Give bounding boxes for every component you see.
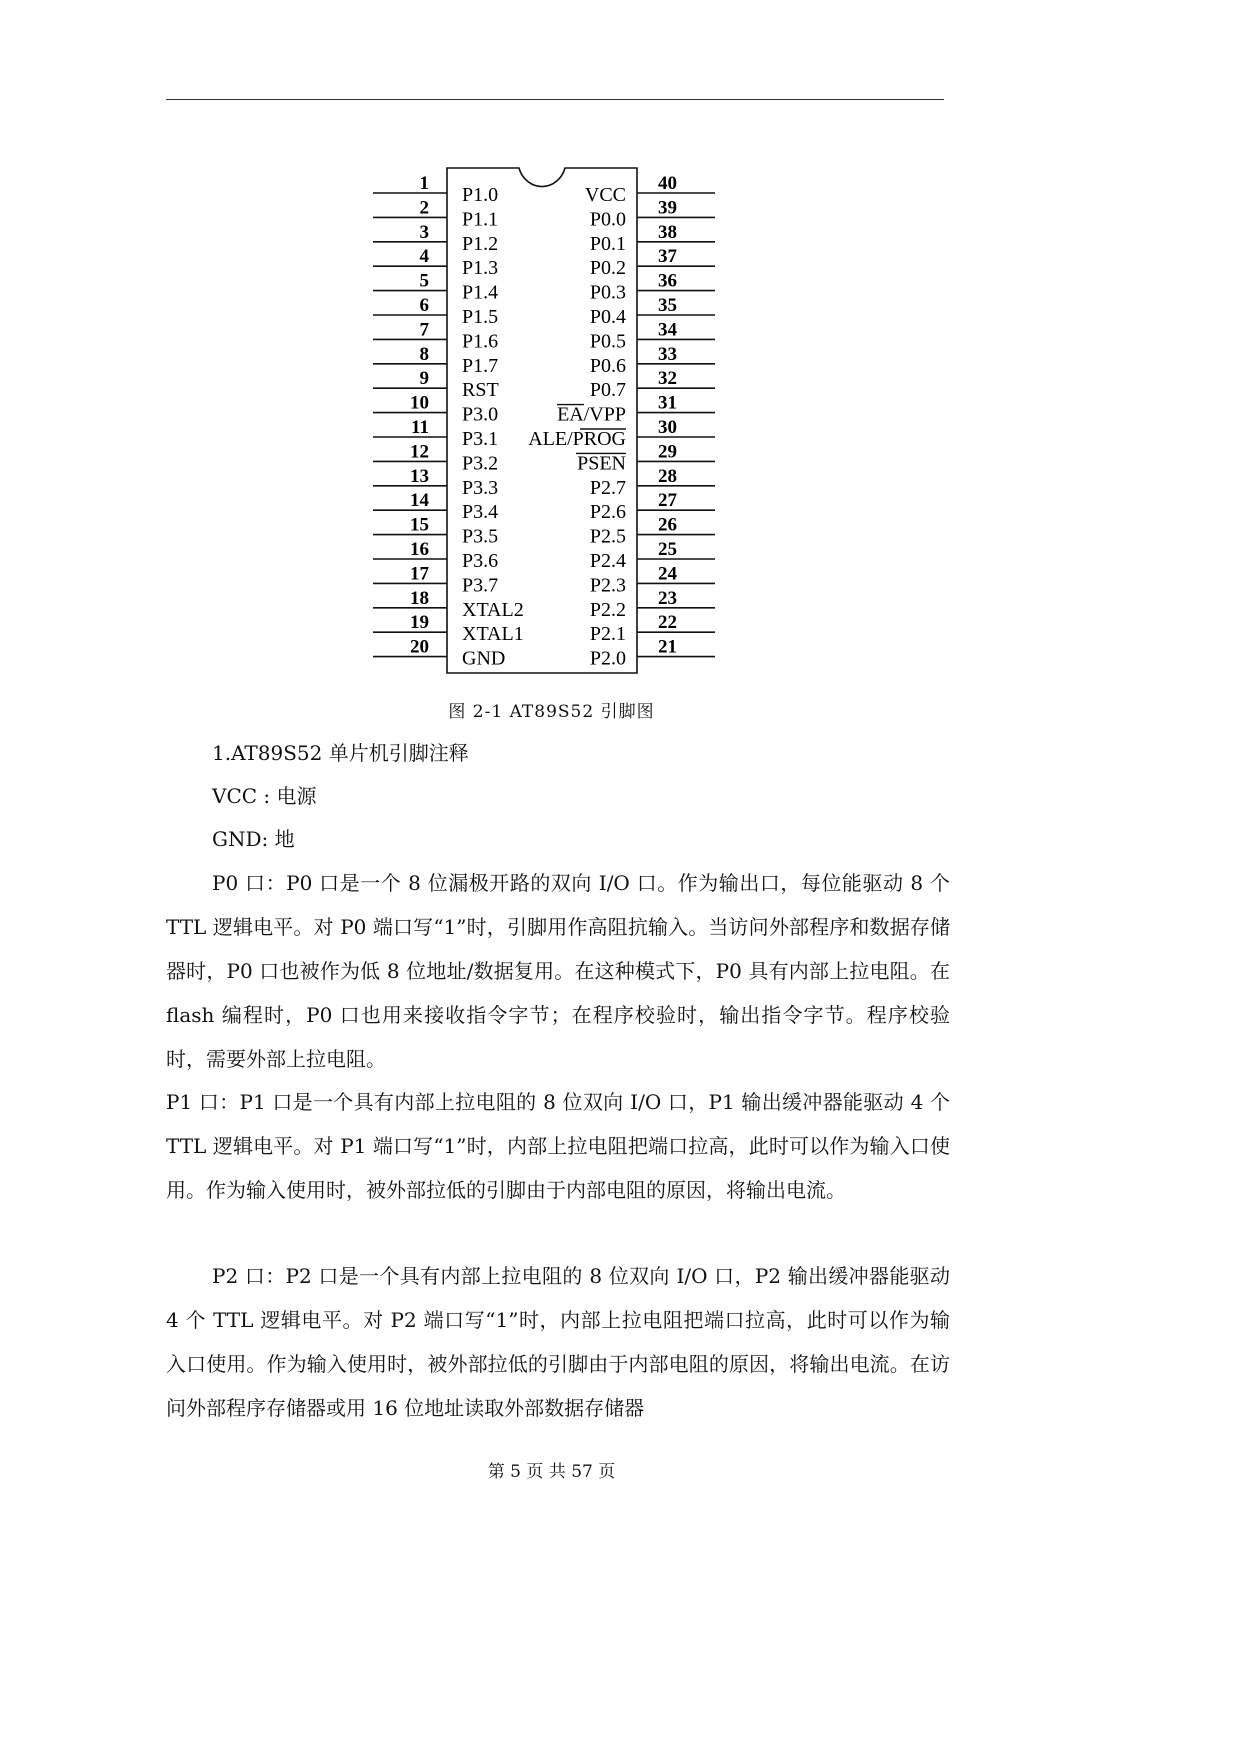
left-pin-group [373, 173, 524, 670]
pin-number: 9 [419, 368, 429, 390]
pin-name: P0.7 [589, 379, 626, 402]
pin-number: 14 [410, 490, 429, 512]
section-heading: 1.AT89S52 单片机引脚注释 [212, 741, 469, 765]
pin-number: 18 [410, 587, 429, 609]
pin-name: P2.7 [589, 476, 626, 499]
pin-number: 6 [419, 295, 429, 316]
pin-number: 21 [658, 636, 677, 658]
pin-name: P1.5 [462, 306, 499, 328]
pin-name: ALE/PROG [528, 428, 626, 450]
p1-paragraph: P1 口：P1 口是一个具有内部上拉电阻的 8 位双向 I/O 口，P1 输出缓冲器能驱动 4 个 TTL 逻辑电平。对 P1 端口写“1”时，内部上拉电阻把端口拉高，此时可以作为输入口使用。作为输入使用时，被外部拉低的引脚由于内部电阻的原因，将输出电流。 [166, 1090, 950, 1202]
p0-paragraph: P0 口：P0 口是一个 8 位漏极开路的双向 I/O 口。作为输出口，每位能驱动 8 个 TTL 逻辑电平。对 P0 端口写“1”时，引脚用作高阻抗输入。当访问外部程序和数据存储器时，P0 口也被作为低 8 位地址/数据复用。在这种模式下，P0 具有内部上拉电阻。在 flash 编程时，P0 口也用来接收指令字节；在程序校验时，输出指令字节。程序校验时，需要外部上拉电阻。 [166, 871, 950, 1071]
pin-number: 1 [419, 173, 429, 194]
pin-name: P2.2 [589, 598, 626, 621]
vcc-description: VCC : 电源 [212, 784, 317, 808]
pin-name: P3.2 [462, 452, 499, 475]
pin-name: P1.0 [462, 184, 499, 206]
pin-name: P1.3 [462, 257, 499, 280]
pin-name: GND [462, 647, 506, 670]
header-rule [166, 99, 944, 100]
pin-name: XTAL1 [462, 623, 524, 646]
pin-name: P3.5 [462, 525, 499, 548]
pin-number: 13 [410, 465, 429, 487]
pin-name: P2.5 [589, 525, 626, 548]
pin-name: PSEN [577, 452, 626, 475]
pin-number: 8 [419, 343, 429, 365]
pin-name: P3.7 [462, 574, 499, 597]
pin-number: 22 [658, 612, 677, 634]
pin-number: 19 [410, 612, 429, 634]
pin-number: 27 [658, 490, 677, 512]
pin-name: P1.2 [462, 232, 499, 255]
pin-number: 39 [658, 197, 677, 219]
pin-number: 32 [658, 368, 677, 390]
pin-name: P2.4 [589, 550, 626, 572]
pin-number: 20 [410, 636, 429, 658]
pin-name: P2.3 [589, 574, 626, 597]
pin-name: RST [462, 379, 499, 402]
pin-number: 3 [419, 221, 429, 243]
p2-paragraph: P2 口：P2 口是一个具有内部上拉电阻的 8 位双向 I/O 口，P2 输出缓冲器能驱动 4 个 TTL 逻辑电平。对 P2 端口写“1”时，内部上拉电阻把端口拉高，此时可以作为输入口使用。作为输入使用时，被外部拉低的引脚由于内部电阻的原因，将输出电流。在访问外部程序存储器或用 16 位地址读取外部数据存储器 [166, 1264, 950, 1420]
pin-number: 34 [658, 319, 677, 341]
pin-number: 31 [658, 392, 677, 414]
pin-number: 15 [410, 514, 429, 536]
pin-number: 29 [658, 441, 677, 463]
pin-name: P1.4 [462, 281, 499, 304]
pin-name: P0.2 [589, 257, 626, 280]
pin-name: P0.3 [589, 281, 626, 304]
pin-number: 10 [410, 392, 429, 414]
pin-number: 2 [419, 197, 429, 219]
pin-name: P2.1 [589, 623, 626, 646]
pin-number: 35 [658, 295, 677, 316]
pin-number: 11 [411, 417, 429, 438]
pin-number: 12 [410, 441, 429, 463]
pin-name: P3.1 [462, 428, 499, 450]
pin-name: XTAL2 [462, 598, 524, 621]
pin-number: 24 [658, 563, 677, 585]
pin-name: P2.0 [589, 647, 626, 670]
pin-number: 17 [410, 563, 429, 585]
pin-name: P0.6 [589, 354, 626, 377]
pin-name: P1.7 [462, 354, 499, 377]
pin-number: 23 [658, 587, 677, 609]
pin-number: 38 [658, 221, 677, 243]
pin-number: 28 [658, 465, 677, 487]
pin-number: 16 [410, 539, 429, 560]
pin-name: P0.0 [589, 208, 626, 231]
page-footer: 第 5 页 共 57 页 [487, 1462, 616, 1482]
pin-number: 36 [658, 270, 677, 292]
pin-name: P0.4 [589, 306, 626, 328]
pin-name: P1.1 [462, 208, 499, 231]
pin-number: 33 [658, 343, 677, 365]
pin-name: P1.6 [462, 330, 499, 353]
figure-caption: 图 2-1 AT89S52 引脚图 [448, 702, 655, 722]
pin-number: 26 [658, 514, 677, 536]
pin-number: 37 [658, 246, 677, 268]
pin-name: VCC [584, 184, 626, 206]
pin-number: 7 [419, 319, 429, 341]
pin-name: P3.6 [462, 550, 499, 572]
pin-name: P3.0 [462, 403, 499, 426]
pin-name: P3.4 [462, 501, 499, 524]
right-pin-group [528, 173, 715, 670]
pin-number: 4 [419, 246, 429, 268]
pin-name: P0.1 [589, 232, 626, 255]
pin-number: 25 [658, 539, 677, 560]
pin-number: 5 [419, 270, 429, 292]
pin-name: P0.5 [589, 330, 626, 353]
pin-name: P3.3 [462, 476, 499, 499]
pin-name: EA/VPP [557, 403, 626, 426]
at89s52-pinout-diagram [365, 160, 725, 680]
pin-number: 40 [658, 173, 677, 194]
pin-name: P2.6 [589, 501, 626, 524]
gnd-description: GND: 地 [212, 827, 295, 851]
pin-number: 30 [658, 417, 677, 438]
